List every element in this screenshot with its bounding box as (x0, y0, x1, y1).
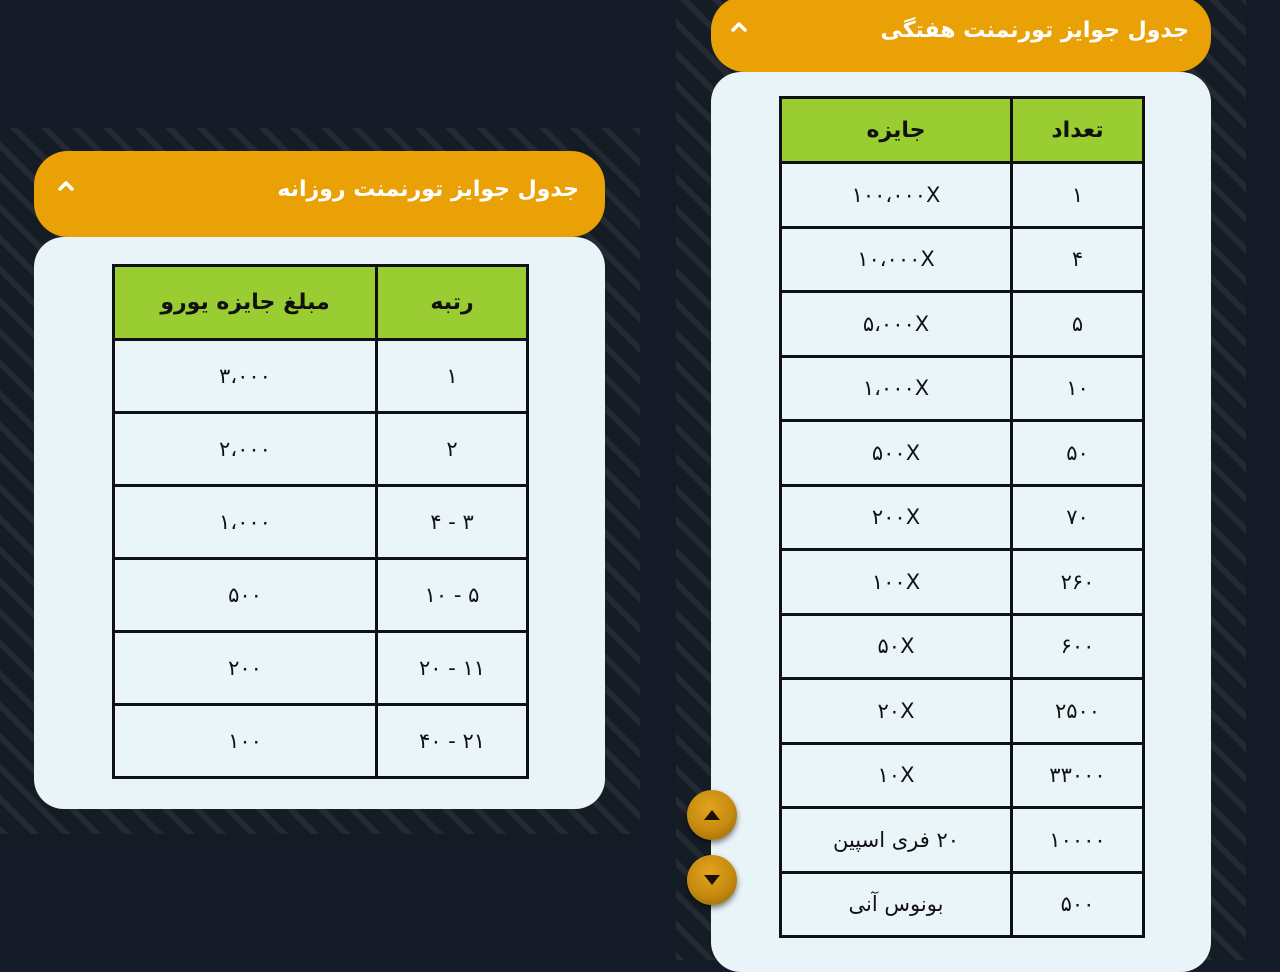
count-cell: ۳۳۰۰۰ (1012, 743, 1144, 808)
table-row (114, 413, 528, 486)
triangle-down-icon (703, 874, 721, 886)
prize-cell: ۱۰۰ (114, 705, 377, 778)
count-cell: ۲۵۰۰ (1012, 679, 1144, 744)
count-cell: ۵ (1012, 292, 1144, 357)
table-header-row (781, 98, 1144, 163)
triangle-up-icon (703, 809, 721, 821)
table-row (114, 340, 528, 413)
weekly-accordion-header[interactable] (711, 0, 1211, 72)
table-row (781, 679, 1144, 744)
prize-cell: ۲۰۰X (781, 485, 1012, 550)
column-header-prize: جایزه (781, 98, 1012, 163)
table-row (781, 421, 1144, 486)
rank-cell: ۱۱ - ۲۰ (377, 632, 528, 705)
column-header-count: تعداد (1012, 98, 1144, 163)
table-row (781, 872, 1144, 937)
daily-accordion-header[interactable] (34, 151, 605, 237)
chevron-up-icon[interactable] (731, 22, 747, 32)
rank-cell: ۲۱ - ۴۰ (377, 705, 528, 778)
column-header-prize-amount: مبلغ جایزه یورو (114, 266, 377, 340)
rank-cell: ۵ - ۱۰ (377, 559, 528, 632)
table-row (781, 227, 1144, 292)
prize-cell: ۵۰۰ (114, 559, 377, 632)
prize-cell: ۱۰X (781, 743, 1012, 808)
table-row (781, 356, 1144, 421)
prize-cell: ۳،۰۰۰ (114, 340, 377, 413)
table-row (781, 743, 1144, 808)
count-cell: ۱۰۰۰۰ (1012, 808, 1144, 873)
table-row (114, 632, 528, 705)
prize-cell: ۲،۰۰۰ (114, 413, 377, 486)
prize-cell: ۲۰ فری اسپین (781, 808, 1012, 873)
prize-cell: ۱۰۰X (781, 550, 1012, 615)
scroll-down-button[interactable] (687, 855, 737, 905)
table-row (781, 550, 1144, 615)
table-row (781, 485, 1144, 550)
weekly-title: جدول جوایز تورنمنت هفتگی (880, 18, 1189, 43)
daily-title: جدول جوایز تورنمنت روزانه (277, 177, 579, 202)
count-cell: ۱ (1012, 163, 1144, 228)
table-row (114, 705, 528, 778)
table-row (781, 163, 1144, 228)
table-header-row (114, 266, 528, 340)
count-cell: ۶۰۰ (1012, 614, 1144, 679)
table-row (781, 292, 1144, 357)
rank-cell: ۱ (377, 340, 528, 413)
prize-cell: ۱۰۰،۰۰۰X (781, 163, 1012, 228)
weekly-prize-table (779, 96, 1145, 938)
prize-cell: ۱،۰۰۰X (781, 356, 1012, 421)
count-cell: ۱۰ (1012, 356, 1144, 421)
daily-prize-table (112, 264, 529, 779)
prize-cell: ۵۰۰X (781, 421, 1012, 486)
daily-prize-panel (34, 237, 605, 809)
count-cell: ۵۰۰ (1012, 872, 1144, 937)
prize-cell: ۲۰X (781, 679, 1012, 744)
column-header-rank: رتبه (377, 266, 528, 340)
prize-cell: بونوس آنی (781, 872, 1012, 937)
prize-cell: ۵۰X (781, 614, 1012, 679)
prize-cell: ۲۰۰ (114, 632, 377, 705)
chevron-up-icon[interactable] (58, 181, 74, 191)
prize-cell: ۵،۰۰۰X (781, 292, 1012, 357)
count-cell: ۷۰ (1012, 485, 1144, 550)
count-cell: ۵۰ (1012, 421, 1144, 486)
table-row (781, 614, 1144, 679)
count-cell: ۲۶۰ (1012, 550, 1144, 615)
prize-cell: ۱۰،۰۰۰X (781, 227, 1012, 292)
scroll-up-button[interactable] (687, 790, 737, 840)
weekly-prize-panel (711, 72, 1211, 972)
table-row (114, 559, 528, 632)
prize-cell: ۱،۰۰۰ (114, 486, 377, 559)
rank-cell: ۲ (377, 413, 528, 486)
count-cell: ۴ (1012, 227, 1144, 292)
rank-cell: ۳ - ۴ (377, 486, 528, 559)
table-row (781, 808, 1144, 873)
table-row (114, 486, 528, 559)
